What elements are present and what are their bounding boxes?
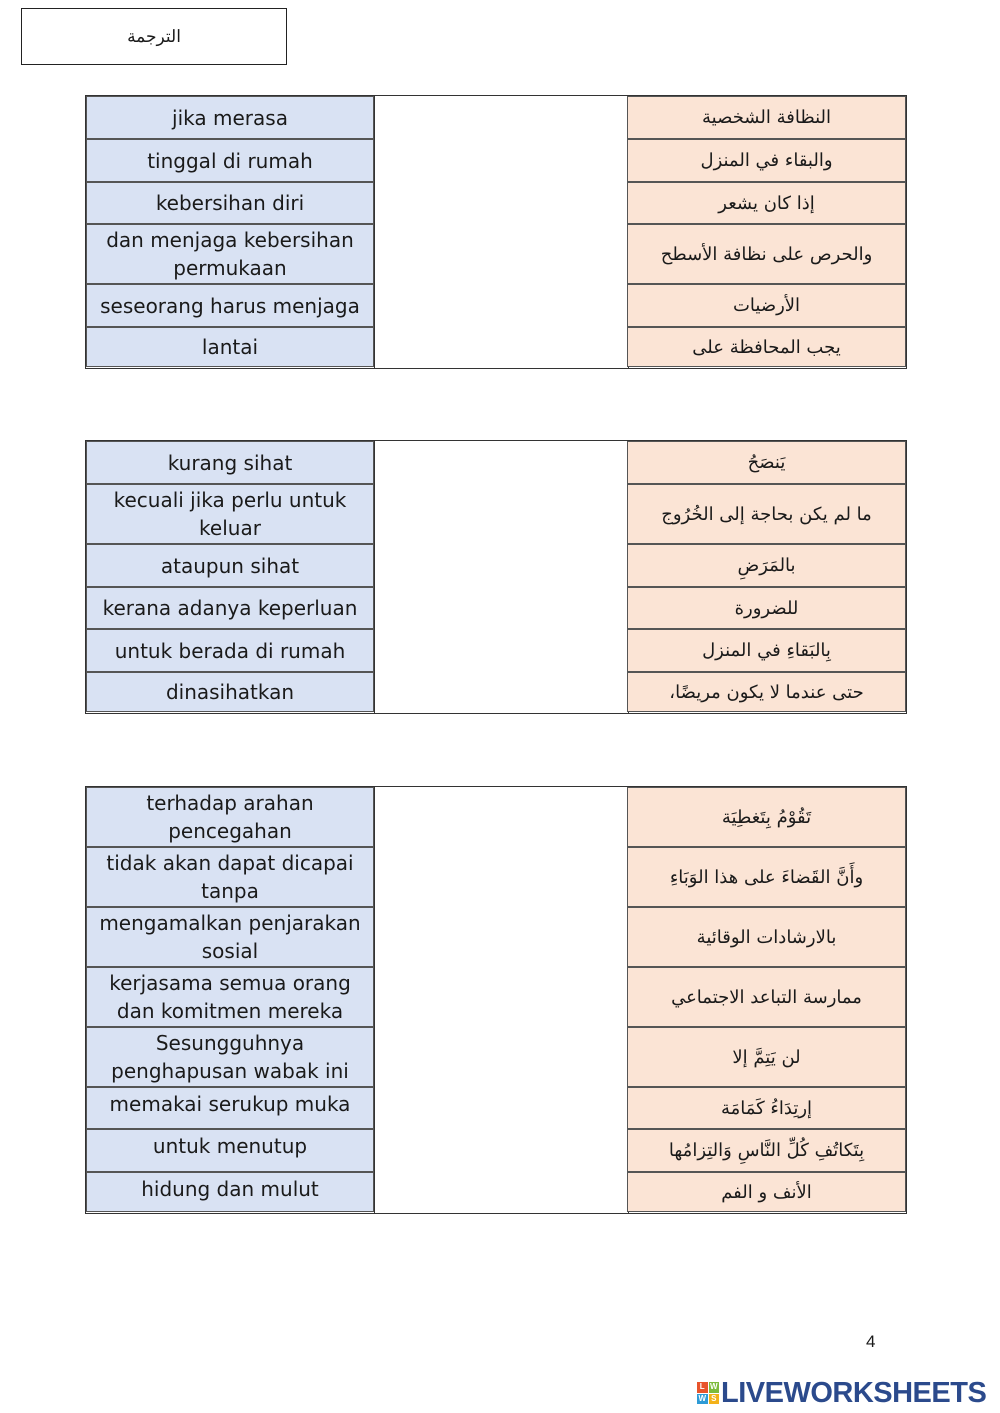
arabic-cell: إذا كان يشعر [627,182,906,224]
table-row [86,284,906,327]
table-row [86,1087,906,1129]
malay-cell[interactable]: jika merasa [86,96,374,139]
table-row [86,847,906,907]
table-row [86,629,906,672]
malay-cell[interactable]: terhadap arahan pencegahan [86,787,374,847]
malay-cell[interactable]: kurang sihat [86,441,374,484]
malay-cell[interactable]: kebersihan diri [86,182,374,224]
table-row [86,787,906,847]
liveworksheets-logo-icon: L W W S [698,1382,718,1403]
arabic-cell: ممارسة التباعد الاجتماعي [627,967,906,1027]
logo-text: LIVEWORKSHEETS [721,1376,987,1409]
liveworksheets-logo[interactable] [697,1378,986,1408]
table-row [86,1027,906,1087]
table-row [86,907,906,967]
arabic-cell: إرتِدَاءُ كَمَامَة [627,1087,906,1129]
table-row [86,441,906,484]
translation-table-2 [85,440,907,714]
malay-cell[interactable]: hidung dan mulut [86,1172,374,1212]
arabic-cell: تَقُوْمُ بِتَغطِيَة [627,787,906,847]
table-row [86,139,906,182]
arabic-cell: وأَنَّ القَضاءَ على هذا الوَبَاءِ [627,847,906,907]
malay-cell[interactable]: lantai [86,327,374,367]
translation-table-3 [85,786,907,1214]
table-row [86,224,906,284]
arabic-cell: بالارشادات الوقائية [627,907,906,967]
arabic-cell: ما لم يكن بحاجة إلى الخُرُوج [627,484,906,544]
arabic-cell: بِتَكاتُفِ كُلِّ النَّاسِ وَالتِزامُها [627,1129,906,1172]
title-box [21,8,287,65]
table-row [86,967,906,1027]
page-title: الترجمة [127,26,181,47]
arabic-cell: النظافة الشخصية [627,96,906,139]
table-row [86,1172,906,1212]
table-row [86,672,906,712]
malay-cell[interactable]: seseorang harus menjaga [86,284,374,327]
table-row [86,96,906,139]
arabic-cell: يَنصَحُ [627,441,906,484]
arabic-cell: والحرص على نظافة الأسطح [627,224,906,284]
table-row [86,484,906,544]
malay-cell[interactable]: kerjasama semua orang dan komitmen mereka [86,967,374,1027]
malay-cell[interactable]: untuk menutup [86,1129,374,1172]
malay-cell[interactable]: ataupun sihat [86,544,374,587]
malay-cell[interactable]: kerana adanya keperluan [86,587,374,629]
arabic-cell: لن يَتِمَّ إلا [627,1027,906,1087]
table-row [86,587,906,629]
malay-cell[interactable]: kecuali jika perlu untuk keluar [86,484,374,544]
malay-cell[interactable]: untuk berada di rumah [86,629,374,672]
malay-cell[interactable]: Sesungguhnya penghapusan wabak ini [86,1027,374,1087]
malay-cell[interactable]: tidak akan dapat dicapai tanpa [86,847,374,907]
malay-cell[interactable]: dan menjaga kebersihan permukaan [86,224,374,284]
table-row [86,1129,906,1172]
page-number: 4 [866,1332,876,1351]
arabic-cell: الأرضيات [627,284,906,327]
translation-table-1 [85,95,907,369]
arabic-cell: بِالبَقاءِ في المنزل [627,629,906,672]
arabic-cell: الأنف و الفم [627,1172,906,1212]
arabic-cell: حتى عندما لا يكون مريضًا، [627,672,906,712]
malay-cell[interactable]: mengamalkan penjarakan sosial [86,907,374,967]
table-row [86,182,906,224]
arabic-cell: بالمَرَضِ [627,544,906,587]
malay-cell[interactable]: dinasihatkan [86,672,374,712]
arabic-cell: والبقاء في المنزل [627,139,906,182]
table-row [86,327,906,367]
table-row [86,544,906,587]
malay-cell[interactable]: memakai serukup muka [86,1087,374,1129]
arabic-cell: يجب المحافظة على [627,327,906,367]
arabic-cell: للضرورة [627,587,906,629]
malay-cell[interactable]: tinggal di rumah [86,139,374,182]
